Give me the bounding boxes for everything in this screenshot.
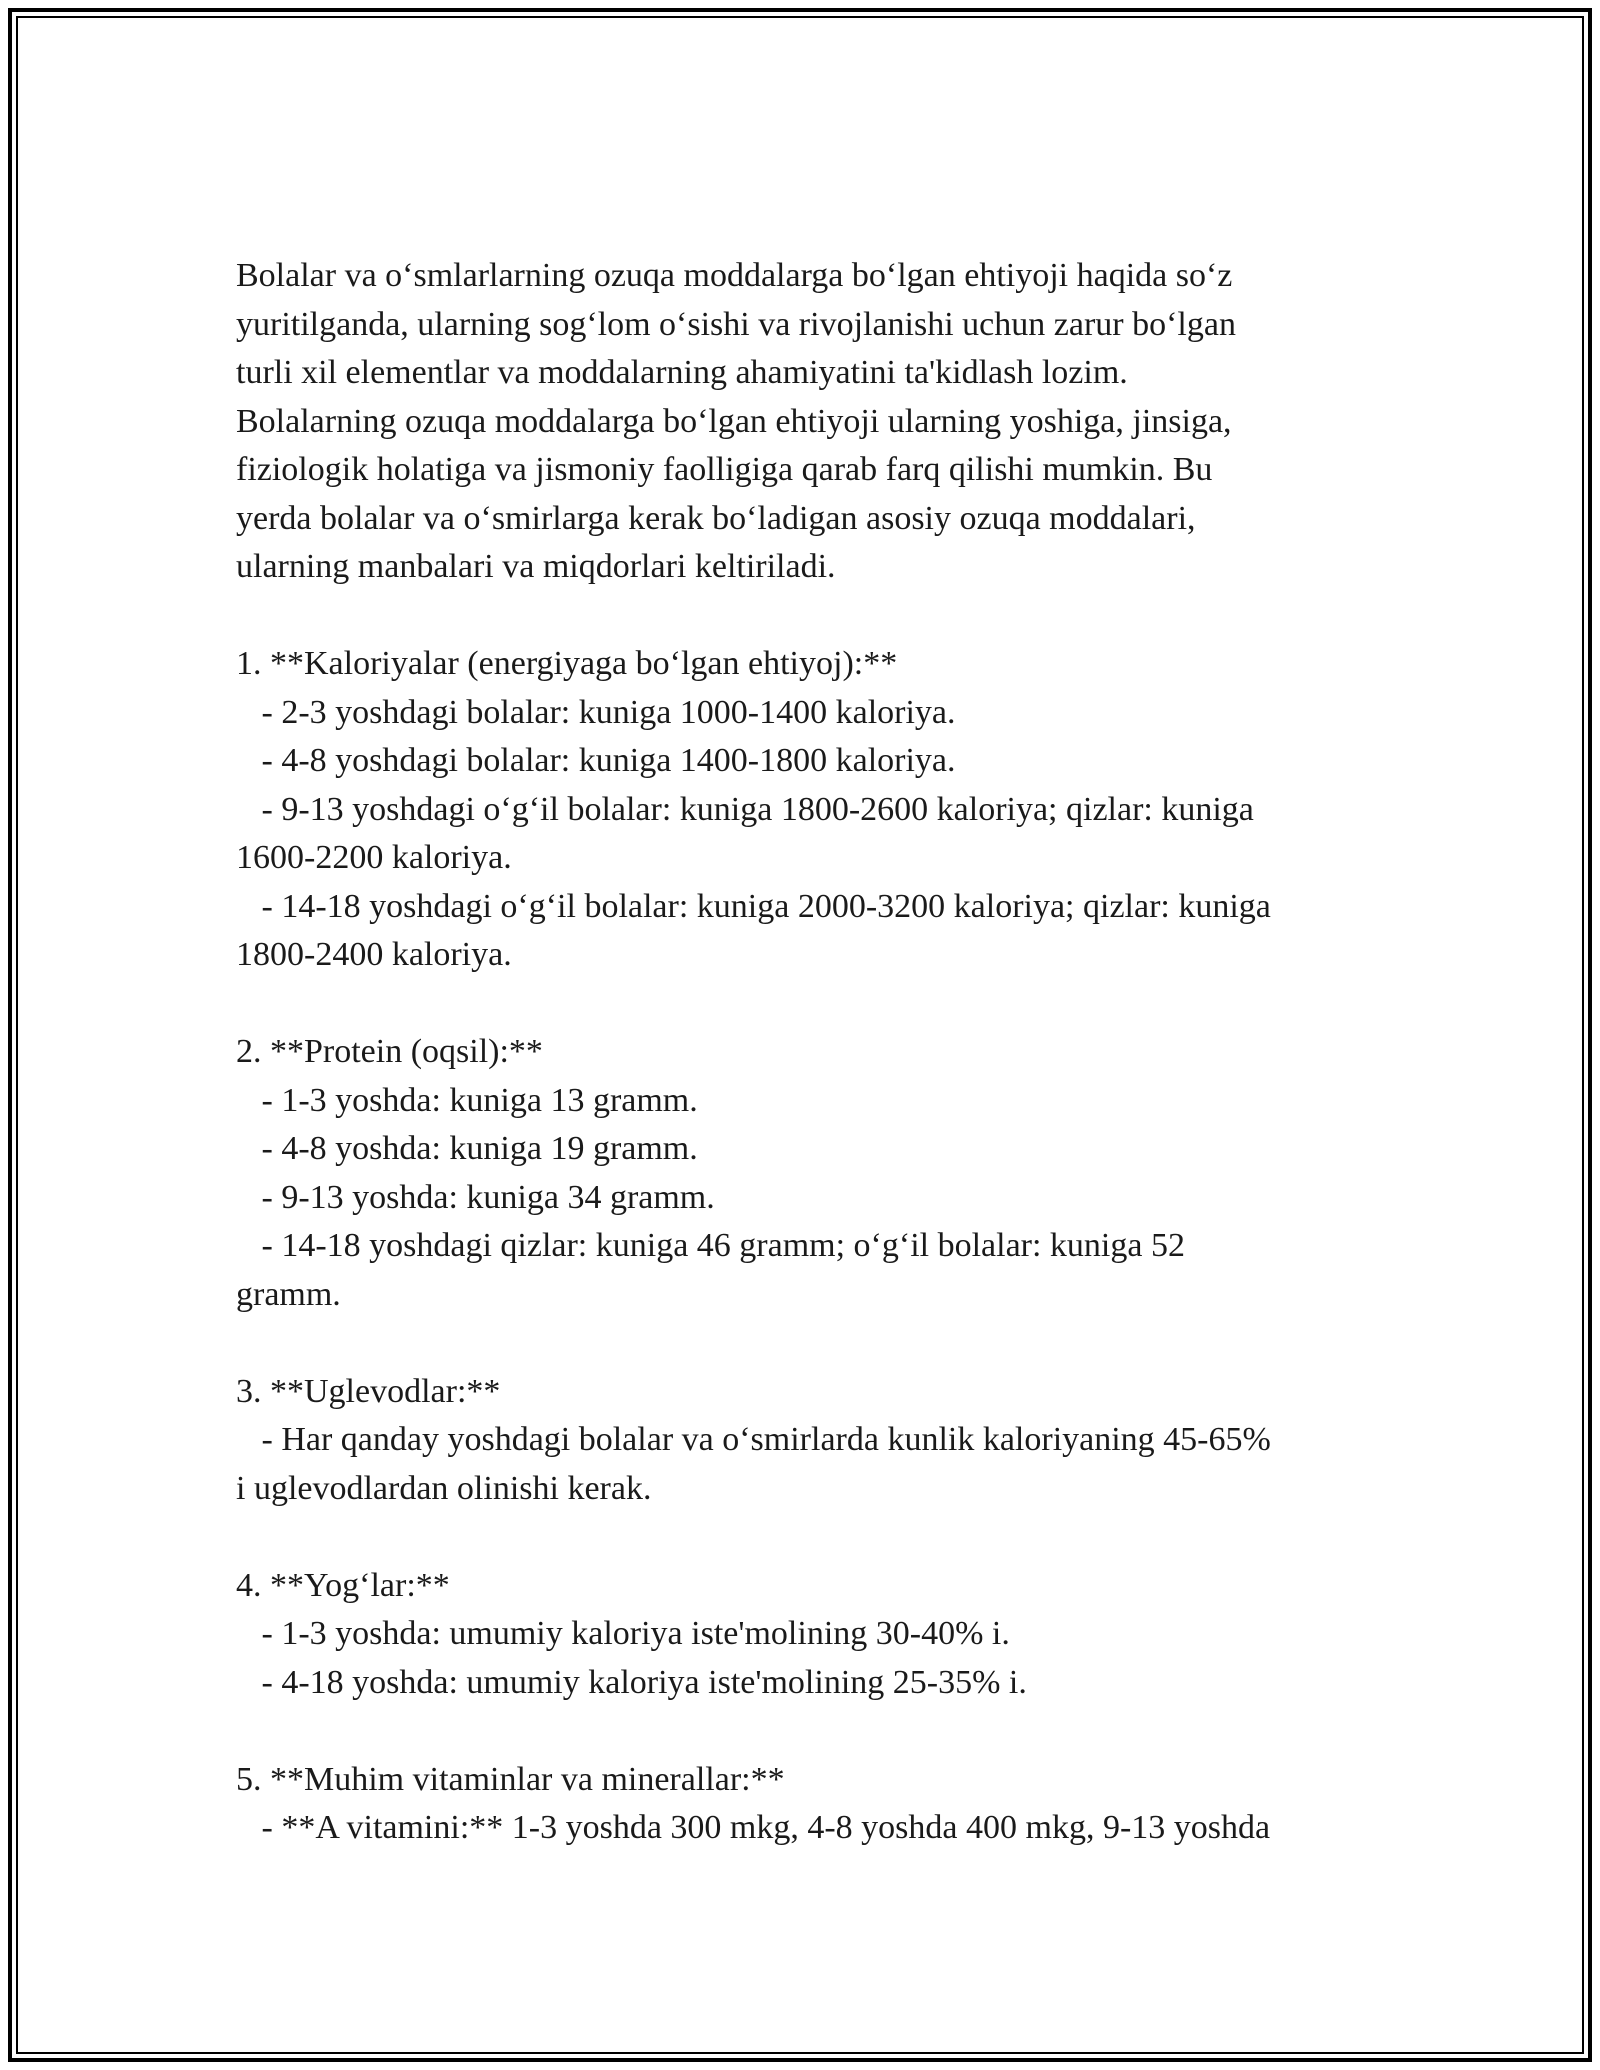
section-line: - 14-18 yoshdagi o‘g‘il bolalar: kuniga 2000-3200 kaloriya; qizlar: kuniga (236, 887, 1271, 925)
section-line: - 1-3 yoshda: kuniga 13 gramm. (236, 1081, 698, 1119)
section-heading: 4. **Yog‘lar:** (236, 1566, 450, 1604)
intro-line: Bolalar va o‘smlarlarning ozuqa moddalarga bo‘lgan ehtiyoji haqida so‘z (236, 257, 1233, 294)
section-line: - 2-3 yoshdagi bolalar: kuniga 1000-1400 kaloriya. (236, 693, 956, 731)
intro-paragraph (236, 252, 1366, 592)
section-calories (236, 640, 1366, 980)
intro-line: yuritilganda, ularning sog‘lom o‘sishi va rivojlanishi uchun zarur bo‘lgan (236, 305, 1236, 343)
section-line: - 4-18 yoshda: umumiy kaloriya iste'molining 25-35% i. (236, 1663, 1027, 1701)
section-fats (236, 1562, 1366, 1708)
section-line: - **A vitamini:** 1-3 yoshda 300 mkg, 4-8 yoshda 400 mkg, 9-13 yoshda (236, 1809, 1271, 1846)
section-heading: 2. **Protein (oqsil):** (236, 1033, 543, 1070)
section-heading: 5. **Muhim vitaminlar va minerallar:** (236, 1760, 785, 1798)
section-line: - 4-8 yoshda: kuniga 19 gramm. (236, 1130, 698, 1167)
section-line: i uglevodlardan olinishi kerak. (236, 1469, 652, 1507)
intro-line: yerda bolalar va o‘smirlarga kerak bo‘ladigan asosiy ozuqa moddalari, (236, 499, 1196, 537)
section-line: - 9-13 yoshdagi o‘g‘il bolalar: kuniga 1800-2600 kaloriya; qizlar: kuniga (236, 790, 1254, 828)
section-line: 1800-2400 kaloriya. (236, 936, 512, 973)
section-vitamins-minerals (236, 1756, 1366, 1853)
section-line: - Har qanday yoshdagi bolalar va o‘smirlarda kunlik kaloriyaning 45-65% (236, 1421, 1271, 1458)
section-line: - 4-8 yoshdagi bolalar: kuniga 1400-1800 kaloriya. (236, 742, 956, 779)
section-heading: 1. **Kaloriyalar (energiyaga bo‘lgan ehtiyoj):** (236, 645, 898, 682)
section-carbohydrates (236, 1368, 1366, 1514)
intro-line: ularning manbalari va miqdorlari keltiriladi. (236, 548, 836, 585)
section-protein (236, 1028, 1366, 1319)
intro-line: turli xil elementlar va moddalarning ahamiyatini ta'kidlash lozim. (236, 354, 1128, 391)
section-line: gramm. (236, 1275, 341, 1313)
section-heading: 3. **Uglevodlar:** (236, 1372, 501, 1410)
intro-line: fiziologik holatiga va jismoniy faolligiga qarab farq qilishi mumkin. Bu (236, 451, 1213, 488)
section-line: - 9-13 yoshda: kuniga 34 gramm. (236, 1178, 715, 1216)
section-line: 1600-2200 kaloriya. (236, 839, 512, 876)
section-line: - 14-18 yoshdagi qizlar: kuniga 46 gramm; o‘g‘il bolalar: kuniga 52 (236, 1227, 1185, 1264)
document-body (236, 252, 1366, 1853)
section-line: - 1-3 yoshda: umumiy kaloriya iste'molining 30-40% i. (236, 1615, 1010, 1652)
intro-line: Bolalarning ozuqa moddalarga bo‘lgan ehtiyoji ularning yoshiga, jinsiga, (236, 402, 1232, 440)
